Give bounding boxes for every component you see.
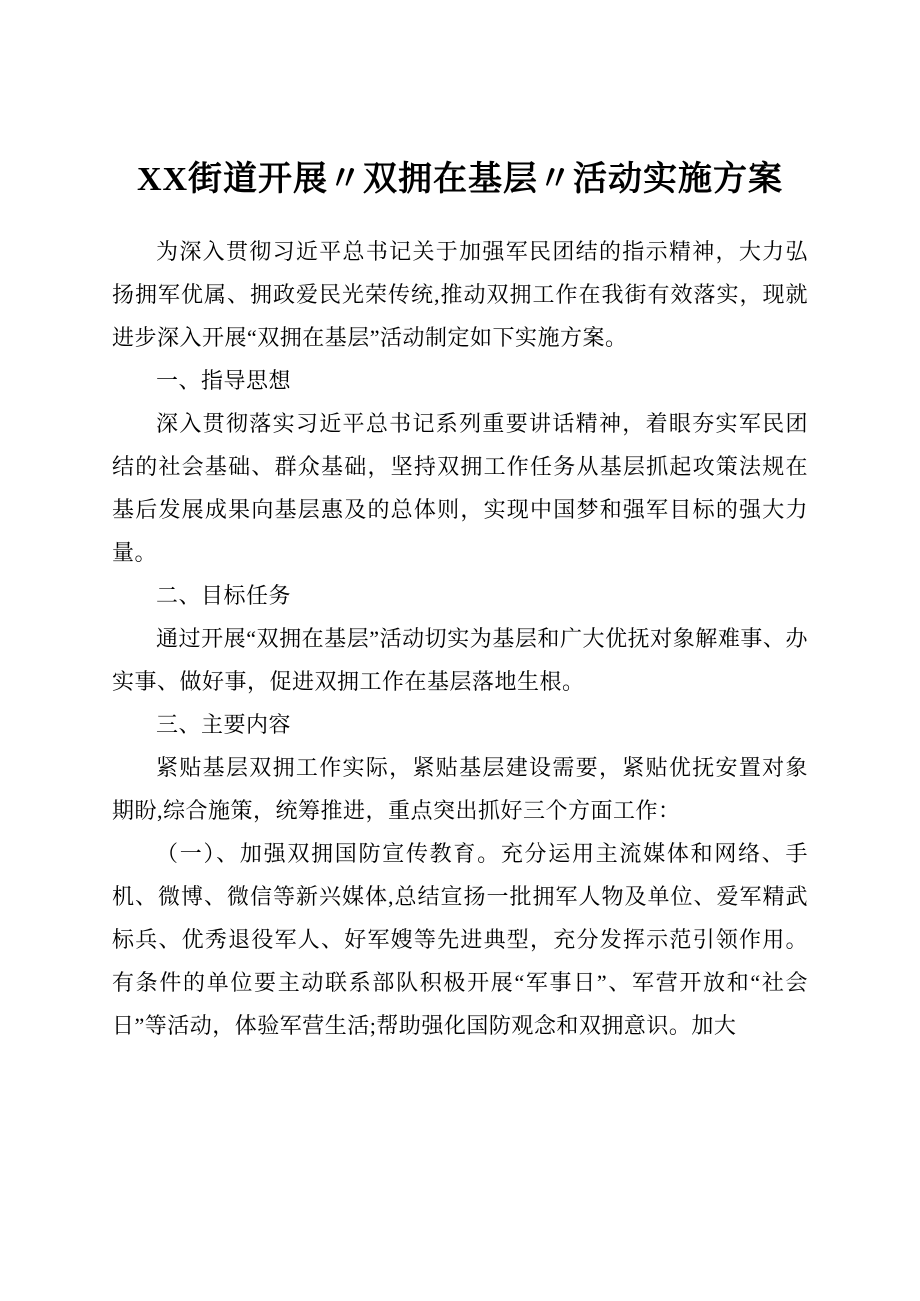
paragraph: 紧贴基层双拥工作实际，紧贴基层建设需要，紧贴优抚安置对象期盼,综合施策，统筹推进，重点突出抓好三个方面工作： [112,755,808,824]
paragraph: 为深入贯彻习近平总书记关于加强军民团结的指示精神，大力弘扬拥军优属、拥政爱民光荣传统,推动双拥工作在我街有效落实，现就进步深入开展“双拥在基层”活动制定如下实施方案。 [112,239,808,351]
section-heading: 三、主要内容 [156,712,292,738]
document-title: XX街道开展〃双拥在基层〃活动实施方案 [136,161,784,198]
section-heading: 一、指导思想 [156,368,292,394]
paragraph: 通过开展“双拥在基层”活动切实为基层和广大优抚对象解难事、办实事、做好事，促进双拥工作在基层落地生根。 [112,626,808,695]
section-heading: 二、目标任务 [156,583,292,609]
paragraph: （一）、加强双拥国防宣传教育。充分运用主流媒体和网络、手机、微博、微信等新兴媒体,总结宣扬一批拥军人物及单位、爱军精武标兵、优秀退役军人、好军嫂等先进典型，充分发挥示范引领作用。有条件的单位要主动联系部队积极开展“军事日”、军营开放和“社会日”等活动，体验军营生活;帮助强化国防观念和双拥意识。加大 [112,841,808,1039]
document-body [112,230,808,1047]
paragraph: 深入贯彻落实习近平总书记系列重要讲话精神，着眼夯实军民团结的社会基础、群众基础，坚持双拥工作任务从基层抓起攻策法规在基后发展成果向基层惠及的总体则，实现中国梦和强军目标的强大力量。 [112,411,808,566]
